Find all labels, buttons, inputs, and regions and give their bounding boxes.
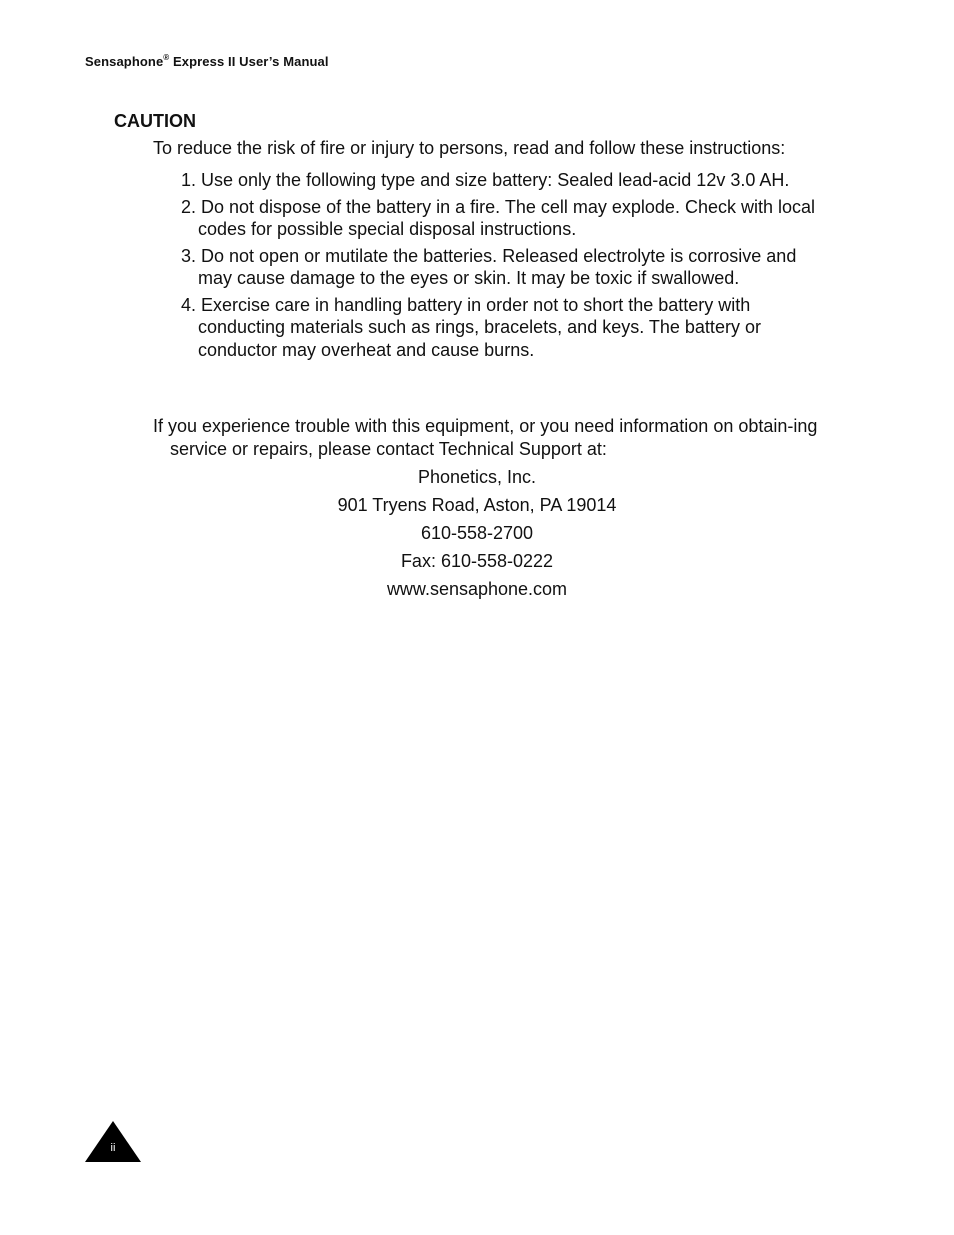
- page-number-marker: [85, 1121, 141, 1162]
- company-address: 901 Tryens Road, Aston, PA 19014: [337, 495, 617, 515]
- caution-item-4: 4. Exercise care in handling battery in order not to short the battery with conducting materials such as rings, bracelets, and keys. The battery or conductor may overheat and cause burns.: [181, 294, 761, 360]
- header-brand: Sensaphone: [85, 54, 164, 69]
- caution-intro: To reduce the risk of fire or injury to persons, read and follow these instructions:: [153, 138, 786, 158]
- registered-mark: ®: [163, 53, 170, 62]
- caution-heading: CAUTION: [114, 111, 196, 131]
- company-fax: Fax: 610-558-0222: [400, 551, 554, 571]
- support-paragraph: If you experience trouble with this equipment, or you need information on obtain-ing service or repairs, please contact Technical Support at:: [153, 416, 818, 459]
- page-number: ii: [110, 1142, 116, 1154]
- caution-item-1: 1. Use only the following type and size battery: Sealed lead-acid 12v 3.0 AH.: [181, 170, 790, 190]
- company-phone: 610-558-2700: [420, 523, 534, 543]
- company-name: Phonetics, Inc.: [417, 467, 537, 487]
- caution-instructions-list: [181, 169, 821, 365]
- header-title: Express II User’s Manual: [169, 54, 329, 69]
- caution-item-2: 2. Do not dispose of the battery in a fire. The cell may explode. Check with local codes for possible special disposal instructions.: [181, 196, 815, 239]
- contact-block: [0, 466, 954, 606]
- company-website: www.sensaphone.com: [386, 579, 568, 599]
- caution-item-3: 3. Do not open or mutilate the batteries. Released electrolyte is corrosive and may cause damage to the eyes or skin. It may be toxic if swallowed.: [181, 245, 797, 288]
- page-header: [85, 54, 329, 69]
